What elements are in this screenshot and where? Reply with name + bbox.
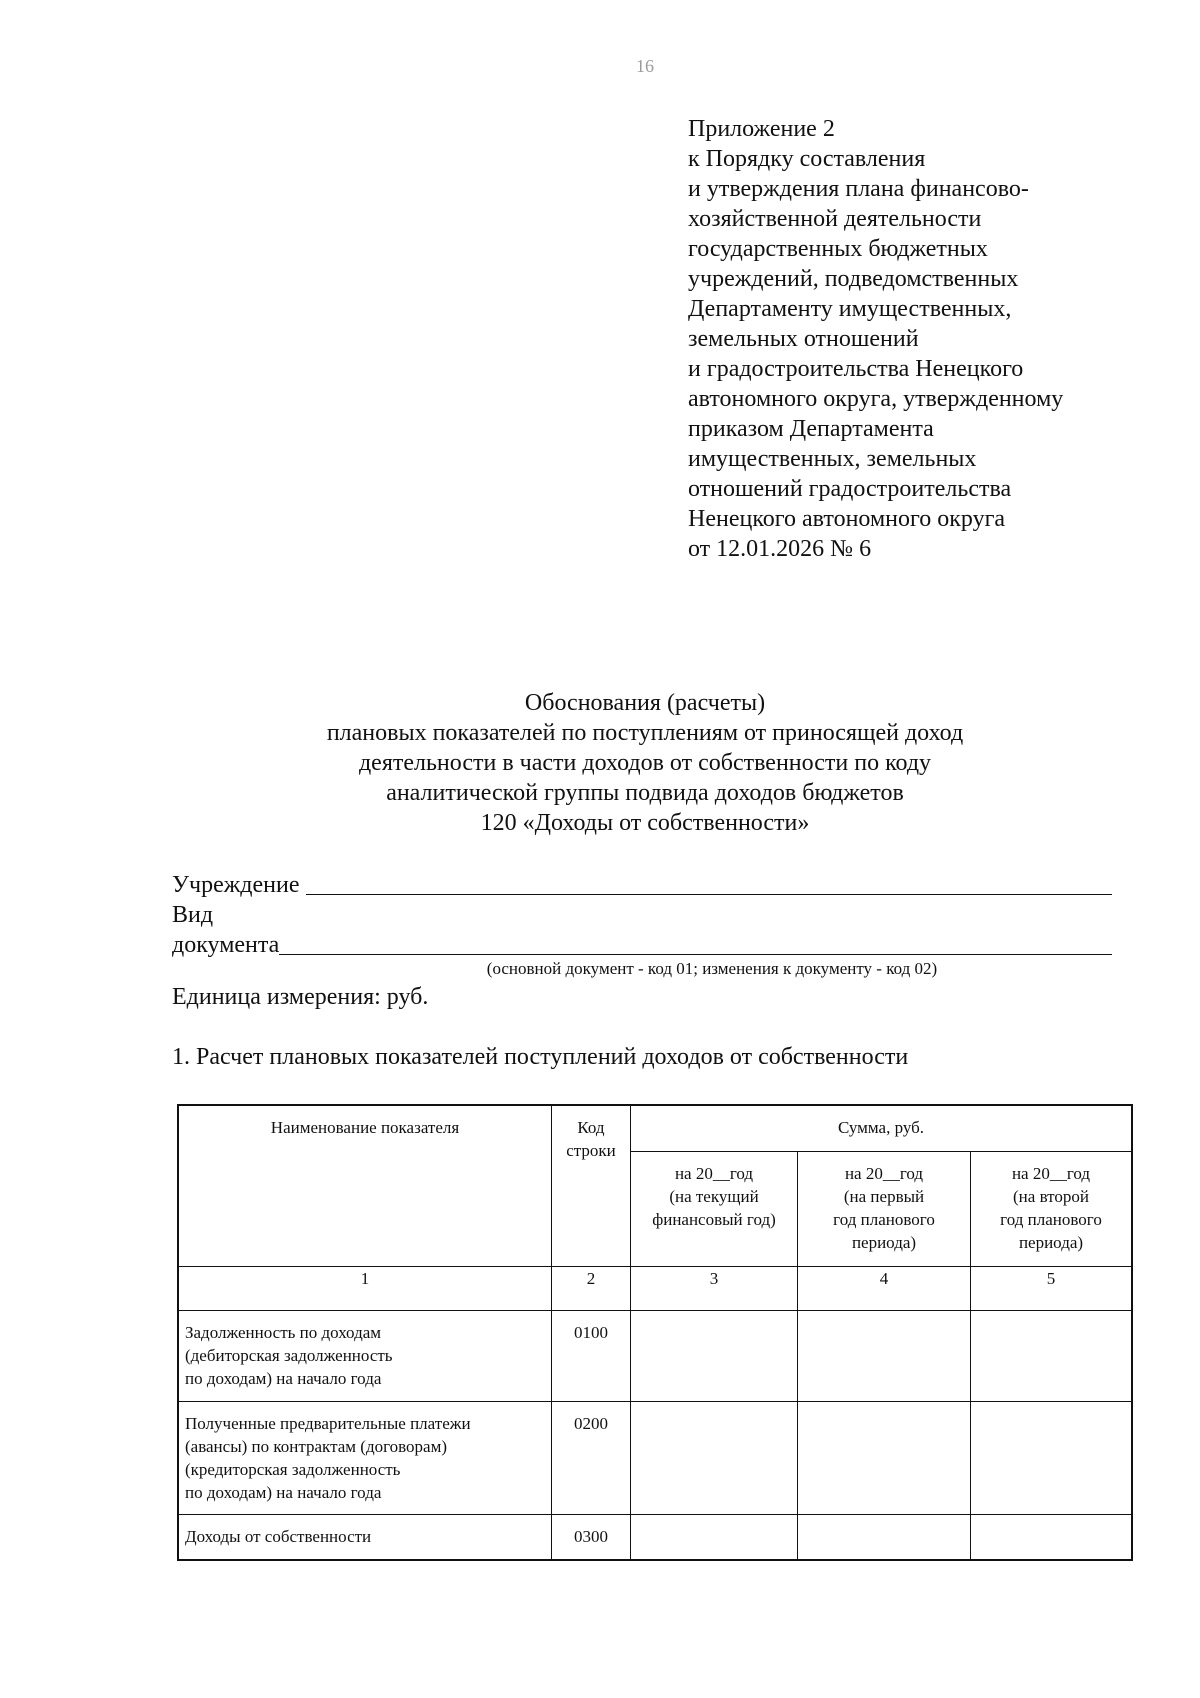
appendix-line: Приложение 2 [688, 116, 835, 142]
row-name-line: Задолженность по доходам [185, 1323, 382, 1342]
appendix-line: от 12.01.2026 № 6 [688, 536, 872, 562]
column-number: 3 [631, 1267, 798, 1311]
header-code [552, 1105, 631, 1267]
header-year-current [631, 1152, 798, 1267]
header-line: периода) [1018, 1233, 1084, 1253]
appendix-line: хозяйственной деятельности [688, 206, 982, 232]
appendix-line: земельных отношений [688, 326, 919, 352]
row-name [178, 1402, 552, 1515]
value-cell[interactable] [631, 1311, 798, 1402]
header-line: периода) [851, 1233, 917, 1253]
table-row [178, 1515, 1132, 1561]
value-cell[interactable] [971, 1515, 1133, 1561]
doc-type-fill-line[interactable] [279, 953, 1112, 955]
row-name-line: по доходам) на начало года [185, 1483, 382, 1502]
appendix-line: и утверждения плана финансово- [688, 176, 1029, 202]
header-line: (на текущий [669, 1187, 759, 1207]
header-line: год планового [1000, 1210, 1102, 1230]
row-name [178, 1515, 552, 1561]
value-cell[interactable] [631, 1515, 798, 1561]
header-line: финансовый год) [652, 1210, 776, 1230]
column-number: 5 [971, 1267, 1133, 1311]
row-name [178, 1311, 552, 1402]
institution-label: Учреждение [172, 872, 300, 898]
row-name-line: (дебиторская задолженность [185, 1346, 393, 1365]
title-line: плановых показателей по поступлениям от приносящей доход [326, 720, 964, 746]
column-number-row [178, 1267, 1132, 1311]
value-cell[interactable] [971, 1311, 1133, 1402]
row-name-line: (кредиторская задолженность [185, 1460, 401, 1479]
value-cell[interactable] [798, 1515, 971, 1561]
value-cell[interactable] [631, 1402, 798, 1515]
column-number: 4 [798, 1267, 971, 1311]
header-code-line: строки [566, 1141, 616, 1160]
header-line: год планового [833, 1210, 935, 1230]
header-sum: Сумма, руб. [631, 1105, 1133, 1152]
appendix-line: имущественных, земельных [688, 446, 977, 472]
row-name-line: Полученные предварительные платежи [185, 1414, 471, 1433]
column-number: 1 [178, 1267, 552, 1311]
value-cell[interactable] [971, 1402, 1133, 1515]
header-line: на 20__год [1011, 1164, 1091, 1184]
header-line: (на первый [843, 1187, 925, 1207]
appendix-line: отношений градостроительства [688, 476, 1012, 502]
doc-type-field[interactable] [172, 930, 1112, 960]
title-line: Обоснования (расчеты) [524, 690, 766, 716]
institution-fill-line[interactable] [306, 893, 1113, 895]
title-line: 120 «Доходы от собственности» [480, 810, 810, 836]
form-header-fields [172, 870, 1112, 1012]
doc-type-label-cont: документа [172, 932, 280, 958]
title-line: деятельности в части доходов от собственности по коду [358, 750, 932, 776]
page-number: 16 [636, 56, 654, 76]
appendix-line: автономного округа, утвержденному [688, 386, 1064, 412]
appendix-line: государственных бюджетных [688, 236, 988, 262]
header-line: (на второй [1013, 1187, 1089, 1207]
doc-type-hint: (основной документ - код 01; изменения к документу - код 02) [486, 959, 938, 978]
appendix-line: к Порядку составления [688, 146, 926, 172]
row-name-line: (авансы) по контрактам (договорам) [185, 1437, 448, 1456]
header-year-first [798, 1152, 971, 1267]
row-code: 0300 [552, 1515, 631, 1561]
header-line: на 20__год [674, 1164, 754, 1184]
document-title [0, 688, 1200, 838]
appendix-line: приказом Департамента [688, 416, 934, 442]
row-code: 0200 [552, 1402, 631, 1515]
table-row [178, 1402, 1132, 1515]
table-header-row [178, 1105, 1132, 1152]
appendix-line: учреждений, подведомственных [688, 266, 1019, 292]
header-code-line: Код [577, 1118, 605, 1137]
row-code: 0100 [552, 1311, 631, 1402]
doc-type-label-row [172, 900, 1112, 930]
doc-type-label: Вид [172, 902, 214, 928]
appendix-line: Ненецкого автономного округа [688, 506, 1006, 532]
section-title: 1. Расчет плановых показателей поступлений доходов от собственности [172, 1044, 909, 1070]
institution-field[interactable] [172, 870, 1112, 900]
appendix-line: и градостроительства Ненецкого [688, 356, 1024, 382]
appendix-line: Департаменту имущественных, [688, 296, 1012, 322]
row-name-line: по доходам) на начало года [185, 1369, 382, 1388]
header-year-second [971, 1152, 1133, 1267]
value-cell[interactable] [798, 1311, 971, 1402]
income-calculation-table [177, 1104, 1133, 1561]
header-name: Наименование показателя [178, 1105, 552, 1267]
units-label: Единица измерения: руб. [172, 984, 429, 1010]
title-line: аналитической группы подвида доходов бюджетов [386, 780, 904, 806]
row-name-line: Доходы от собственности [185, 1527, 372, 1546]
table-row [178, 1311, 1132, 1402]
header-line: на 20__год [844, 1164, 924, 1184]
column-number: 2 [552, 1267, 631, 1311]
appendix-reference [688, 114, 1158, 564]
value-cell[interactable] [798, 1402, 971, 1515]
